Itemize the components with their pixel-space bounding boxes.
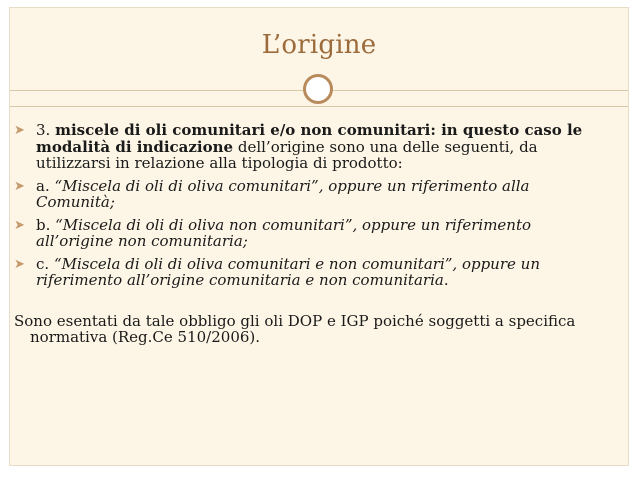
bullet-item-a <box>14 178 608 211</box>
diamond-arrow-icon: ➤ <box>14 217 25 233</box>
diamond-arrow-icon: ➤ <box>14 256 25 272</box>
item-text: dell’origine sono una delle seguenti, da utilizzarsi in relazione alla tipologia di prodotto: <box>36 137 538 172</box>
slide-content <box>14 122 608 346</box>
diamond-arrow-icon: ➤ <box>14 178 25 194</box>
item-suffix: . <box>443 271 449 289</box>
item-prefix: 3. <box>36 121 56 139</box>
item-italic-text: “Miscela di oli di oliva non comunitari”, oppure un riferimento all’origine non comunitaria; <box>36 215 532 250</box>
item-italic-text: “Miscela di oli di oliva comunitari e non comunitari”, oppure un riferimento all’origine comunitaria e non comunitaria <box>36 254 540 289</box>
bullet-item-3 <box>14 122 608 172</box>
item-italic-text: “Miscela di oli di oliva comunitari”, oppure un riferimento alla Comunità; <box>36 176 530 211</box>
slide-title: L’origine <box>261 30 377 60</box>
exemption-note: Sono esentati da tale obbligo gli oli DOP e IGP poiché soggetti a specifica normativa (Reg.Ce 510/2006). <box>14 311 576 346</box>
bullet-item-c <box>14 256 608 289</box>
item-prefix: b. <box>36 215 56 234</box>
item-bold-text: miscele di oli comunitari e/o non comunitari: in questo caso le modalità di indicazione <box>36 121 583 156</box>
item-prefix: c. <box>36 254 54 273</box>
diamond-arrow-icon: ➤ <box>14 123 25 138</box>
circle-ornament-icon <box>303 74 333 104</box>
item-prefix: a. <box>36 176 55 195</box>
bullet-item-b <box>14 217 608 250</box>
